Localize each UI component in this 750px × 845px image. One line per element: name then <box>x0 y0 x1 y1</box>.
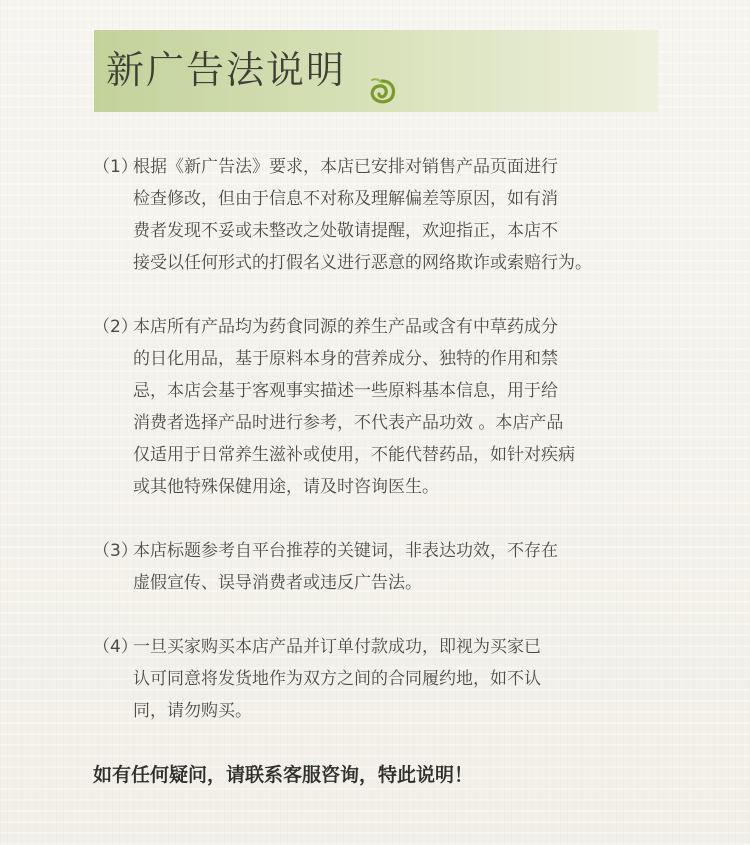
section-line: 根据《新广告法》要求，本店已安排对销售产品页面进行 <box>133 157 558 177</box>
section-body <box>133 311 693 503</box>
leaf-swirl-icon <box>366 76 398 106</box>
title-banner <box>94 30 658 112</box>
closing-statement: 如有任何疑问，请联系客服咨询，特此说明！ <box>93 764 474 786</box>
section-line: 认可同意将发货地作为双方之间的合同履约地，如不认 <box>133 669 541 689</box>
section-line: 本店标题参考自平台推荐的关键词，非表达功效，不存在 <box>133 541 558 561</box>
section-number: （1） <box>93 157 138 177</box>
section-line: 同，请勿购买。 <box>133 701 252 721</box>
section-line: 或其他特殊保健用途，请及时咨询医生。 <box>133 477 439 497</box>
section-line: 接受以任何形式的打假名义进行恶意的网络欺诈或索赔行为。 <box>133 253 592 273</box>
section-number: （2） <box>93 317 138 337</box>
section-line: 费者发现不妥或未整改之处敬请提醒，欢迎指正，本店不 <box>133 221 558 241</box>
section-body <box>133 535 693 599</box>
section-body <box>133 631 693 727</box>
section-line: 检查修改，但由于信息不对称及理解偏差等原因，如有消 <box>133 189 558 209</box>
section-number: （3） <box>93 541 138 561</box>
page-title: 新广告法说明 <box>106 48 347 92</box>
section-line: 忌，本店会基于客观事实描述一些原料基本信息，用于给 <box>133 381 558 401</box>
section-number: （4） <box>93 637 138 657</box>
section-line: 仅适用于日常养生滋补或使用，不能代替药品，如针对疾病 <box>133 445 575 465</box>
section-line: 消费者选择产品时进行参考，不代表产品功效 。本店产品 <box>133 413 564 433</box>
section-line: 的日化用品，基于原料本身的营养成分、独特的作用和禁 <box>133 349 558 369</box>
section-line: 虚假宣传、误导消费者或违反广告法。 <box>133 573 422 593</box>
section-body <box>133 151 693 279</box>
section-line: 一旦买家购买本店产品并订单付款成功，即视为买家已 <box>133 637 541 657</box>
section-line: 本店所有产品均为药食同源的养生产品或含有中草药成分 <box>133 317 558 337</box>
